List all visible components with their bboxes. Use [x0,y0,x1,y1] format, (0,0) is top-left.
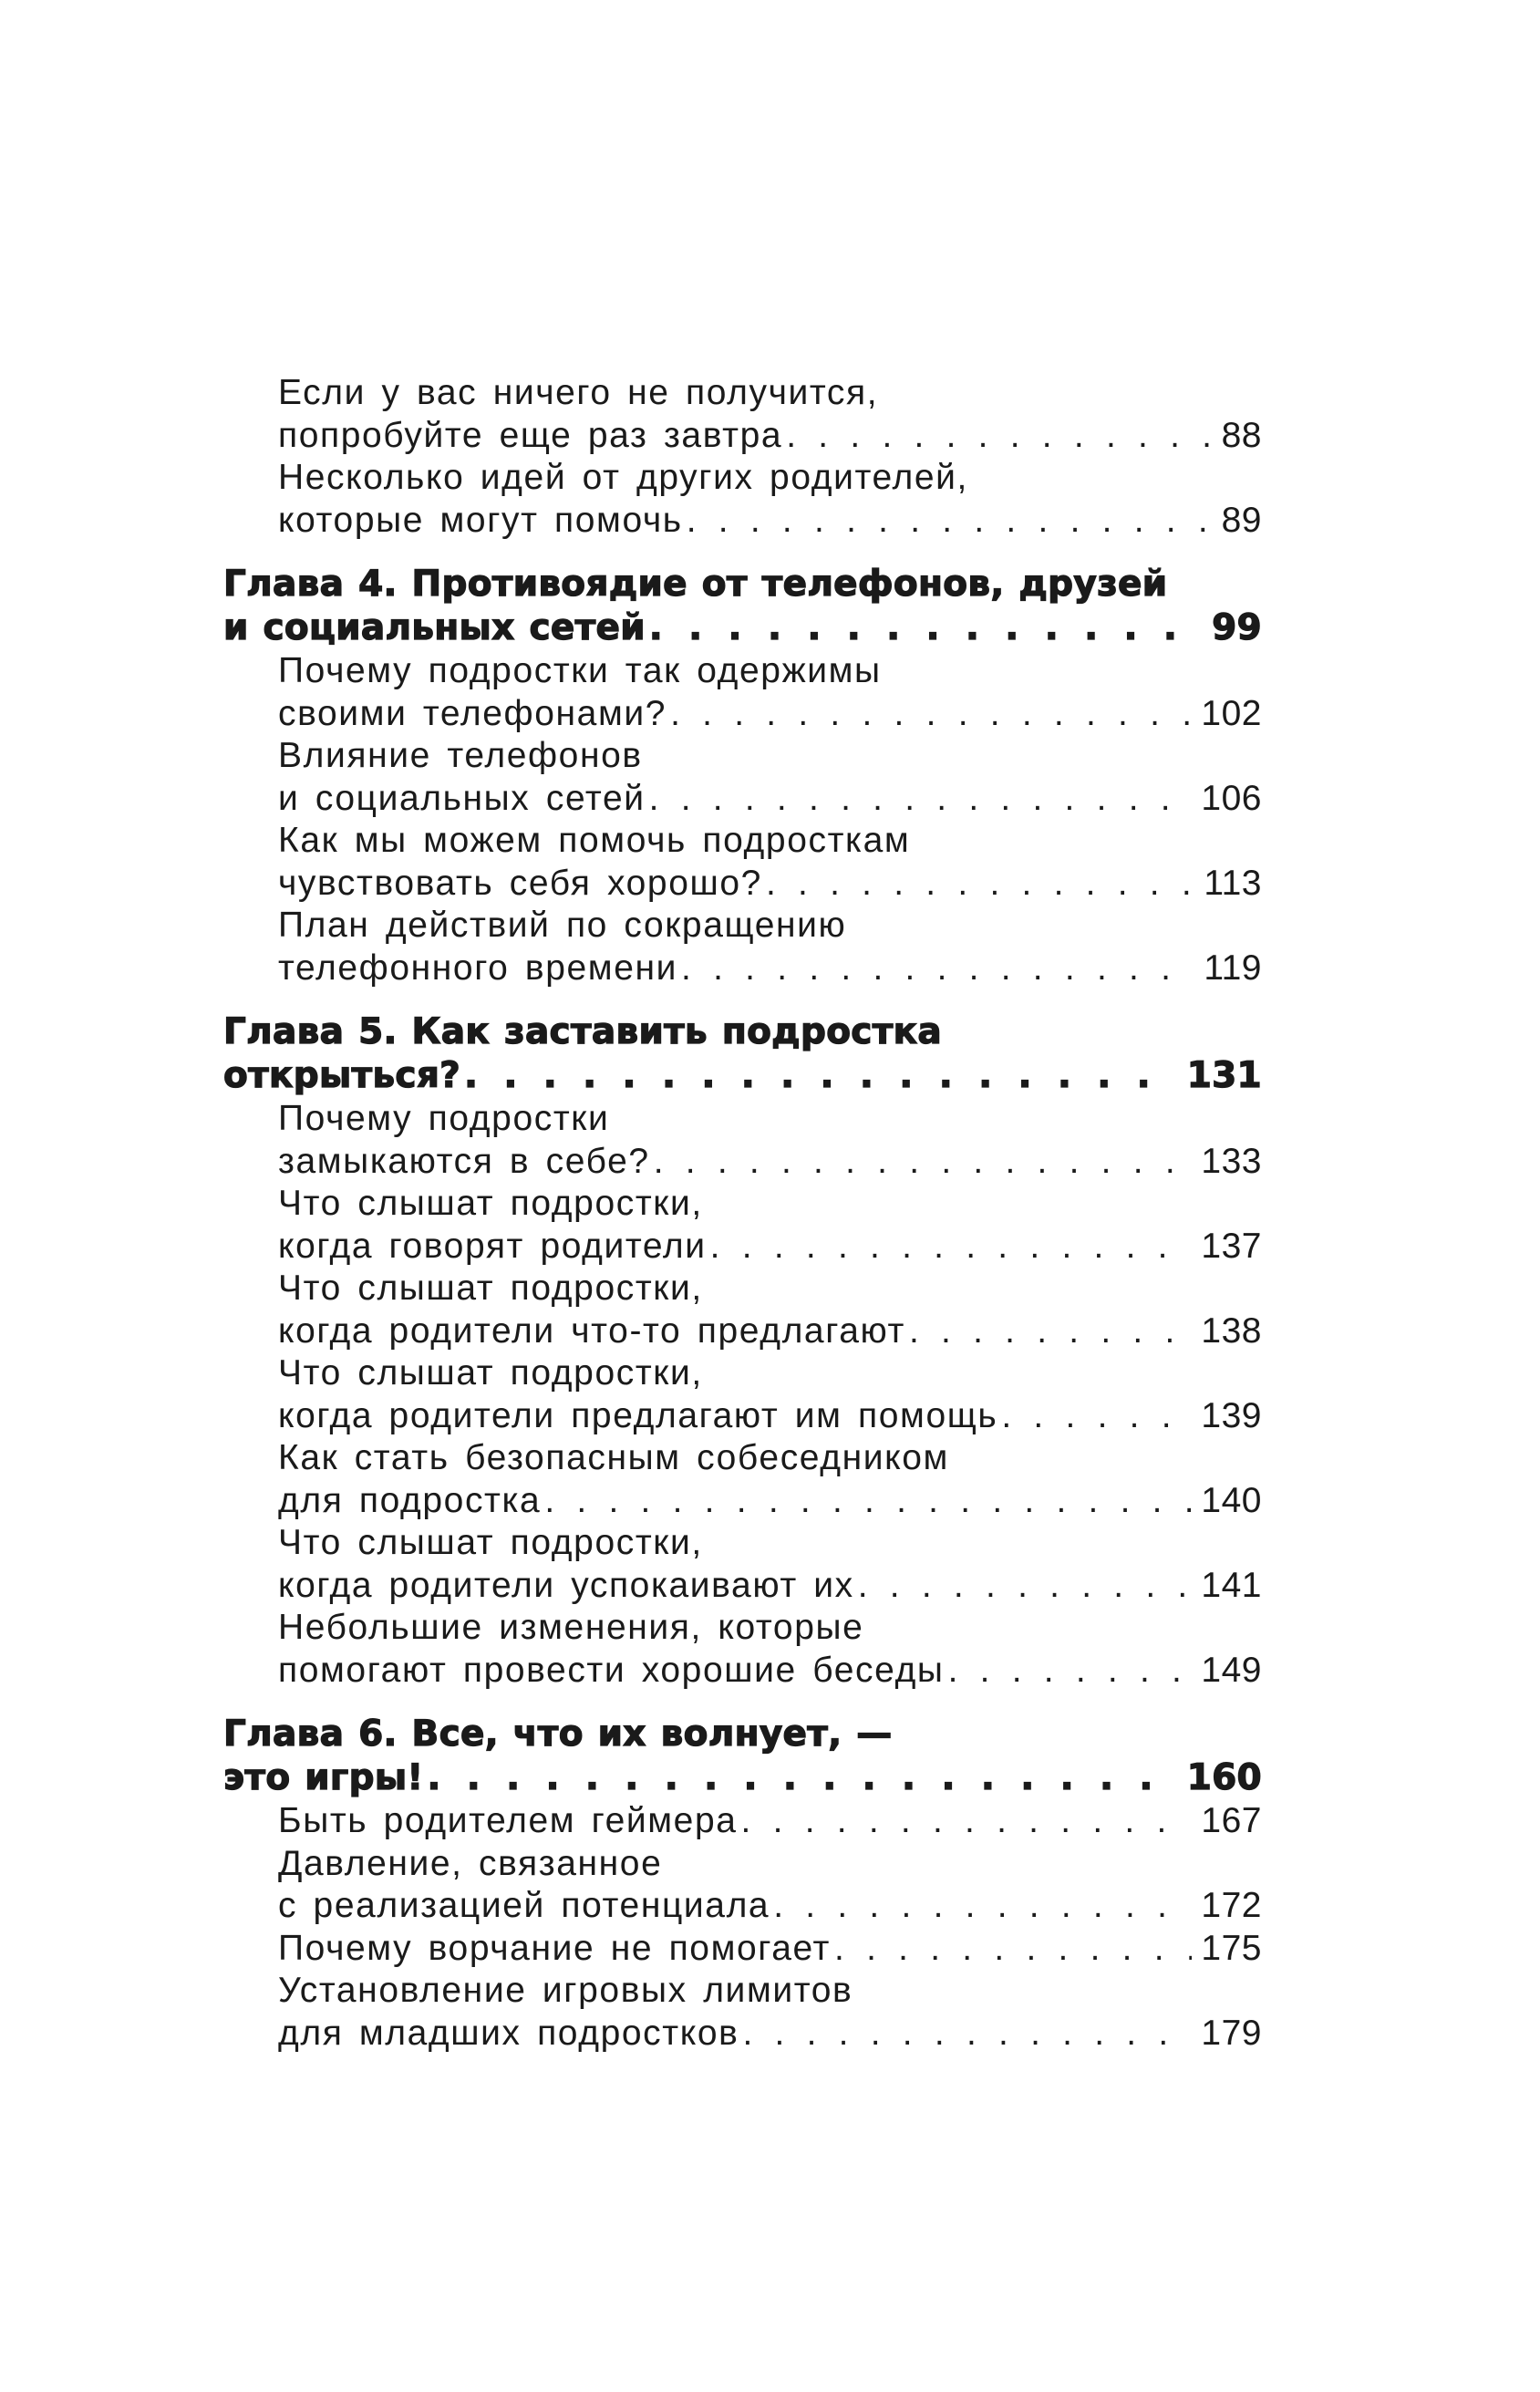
section-title: когда родители что-то предлагают [278,1310,905,1351]
toc-section-entry [223,1928,1262,1971]
toc-section-entry [223,1183,1262,1268]
section-title-line [223,415,1262,458]
section-title: когда родители успокаивают их [278,1565,854,1605]
dot-leader [786,415,1212,458]
section-title: помогают провести хорошие беседы [278,1650,945,1690]
page-number: 137 [1201,1226,1262,1266]
dot-leader [834,1928,1192,1971]
page-number: 89 [1221,500,1262,540]
toc-section-entry [223,905,1262,989]
toc-section-entry [223,650,1262,735]
page-number: 179 [1201,2013,1262,2053]
section-title-line [223,650,1262,693]
section-title: План действий по сокращению [278,906,847,945]
page-number: 160 [1186,1757,1262,1798]
section-title: для подростка [278,1480,542,1520]
chapter-title: открыться? [223,1055,461,1096]
section-title: Что слышат подростки, [278,1353,703,1393]
section-title-line [223,1141,1262,1184]
section-title: чувствовать себя хорошо? [278,863,762,903]
section-title: Влияние телефонов [278,736,643,775]
chapter-title: и социальных сетей [223,607,646,648]
section-title-line [223,863,1262,906]
dot-leader [687,500,1213,543]
section-title: своими телефонами? [278,693,667,733]
toc-section-entry [223,1843,1262,1928]
page-number: 140 [1201,1480,1262,1520]
page-number: 102 [1201,693,1262,733]
section-title-line [223,735,1262,778]
section-title: попробуйте еще раз завтра [278,415,783,455]
chapter-title: Глава 4. Противоядие от телефонов, друзей [223,564,1168,605]
dot-leader [1001,1395,1192,1438]
chapter-title-line [223,606,1262,650]
section-title-line [223,1480,1262,1523]
section-title-line [223,1970,1262,2013]
section-title: Небольшие изменения, которые [278,1608,864,1647]
section-title: и социальных сетей [278,778,646,818]
page-number: 99 [1212,607,1262,648]
toc-section-entry [223,820,1262,905]
section-title: с реализацией потенциала [278,1886,770,1925]
dot-leader [681,947,1194,990]
section-title: Как мы можем помочь подросткам [278,821,911,860]
toc-section-entry [223,1352,1262,1437]
toc-section-entry [223,735,1262,820]
dot-leader [649,606,1203,650]
section-title-line [223,1437,1262,1480]
section-title: Как стать безопасным собеседником [278,1438,949,1477]
page-number: 119 [1204,947,1262,988]
section-title-line [223,1310,1262,1353]
section-title-line [223,947,1262,990]
dot-leader [464,1054,1178,1098]
section-title: Почему ворчание не помогает [278,1928,832,1968]
section-title: Что слышат подростки, [278,1523,703,1562]
section-title-line [223,372,1262,415]
page-number: 141 [1201,1565,1262,1605]
toc-section-entry [223,1437,1262,1522]
section-title: когда родители предлагают им помощь [278,1395,998,1435]
section-title: телефонного времени [278,947,678,988]
chapter-title-line [223,1756,1262,1800]
toc-section-entry [223,1098,1262,1183]
dot-leader [742,2013,1192,2055]
section-title: Почему подростки [278,1099,610,1138]
page-number: 131 [1186,1055,1262,1096]
dot-leader [909,1310,1192,1353]
section-title: Несколько идей от других родителей, [278,458,968,497]
toc-section-entry [223,1522,1262,1607]
section-title-line [223,2013,1262,2055]
section-title-line [223,778,1262,821]
section-title: когда говорят родители [278,1226,707,1266]
section-title-line [223,1885,1262,1928]
section-title-line [223,457,1262,500]
dot-leader [741,1800,1193,1843]
section-title: Давление, связанное [278,1843,663,1883]
chapter-title-line [223,1010,1262,1054]
section-title: Быть родителем геймера [278,1801,738,1840]
dot-leader [948,1650,1193,1693]
toc-section-entry [223,1607,1262,1692]
chapter-title-line [223,1713,1262,1756]
section-title: для младших подростков [278,2013,739,2053]
table-of-contents [223,372,1262,2055]
page-number: 106 [1201,778,1262,818]
page-number: 133 [1201,1141,1262,1181]
chapter-title: Глава 6. Все, что их волнует, — [223,1714,893,1755]
section-title-line [223,1183,1262,1226]
dot-leader [773,1885,1192,1928]
section-title-line [223,1607,1262,1650]
page-number: 175 [1201,1928,1262,1968]
section-title-line [223,1843,1262,1886]
section-title: Что слышат подростки, [278,1184,703,1223]
toc-chapter-entry [223,1713,1262,1800]
section-title-line [223,1522,1262,1565]
toc-section-entry [223,1970,1262,2055]
toc-section-entry [223,457,1262,542]
page-number: 167 [1201,1801,1262,1840]
section-title-line [223,1565,1262,1608]
section-title-line [223,1268,1262,1310]
dot-leader [427,1756,1177,1800]
section-title: которые могут помочь [278,500,683,540]
section-title-line [223,1226,1262,1268]
page-number: 88 [1221,415,1262,455]
section-title: замыкаются в себе? [278,1141,650,1181]
section-title-line [223,1098,1262,1141]
section-title-line [223,1800,1262,1843]
section-title: Что слышат подростки, [278,1268,703,1308]
section-title: Почему подростки так одержимы [278,651,882,690]
chapter-title-line [223,563,1262,606]
dot-leader [649,778,1193,821]
section-title-line [223,500,1262,543]
toc-chapter-entry [223,1010,1262,1098]
toc-section-entry [223,372,1262,457]
section-title-line [223,820,1262,863]
section-title-line [223,693,1262,736]
chapter-title: это игры! [223,1757,424,1798]
section-title-line [223,1352,1262,1395]
dot-leader [654,1141,1193,1184]
dot-leader [766,863,1194,906]
page-number: 138 [1201,1310,1262,1351]
chapter-title-line [223,1054,1262,1098]
dot-leader [670,693,1192,736]
dot-leader [544,1480,1192,1523]
page-number: 139 [1201,1395,1262,1435]
dot-leader [710,1226,1193,1268]
section-title-line [223,1928,1262,1971]
page-number: 172 [1201,1886,1262,1925]
page-number: 113 [1204,863,1262,903]
section-title-line [223,1650,1262,1693]
toc-chapter-entry [223,563,1262,650]
toc-section-entry [223,1800,1262,1843]
section-title-line [223,1395,1262,1438]
section-title: Если у вас ничего не получится, [278,373,879,412]
section-title: Установление игровых лимитов [278,1971,853,2010]
toc-section-entry [223,1268,1262,1352]
page-number: 149 [1201,1650,1262,1690]
section-title-line [223,905,1262,947]
chapter-title: Глава 5. Как заставить подростка [223,1011,943,1052]
dot-leader [858,1565,1193,1608]
